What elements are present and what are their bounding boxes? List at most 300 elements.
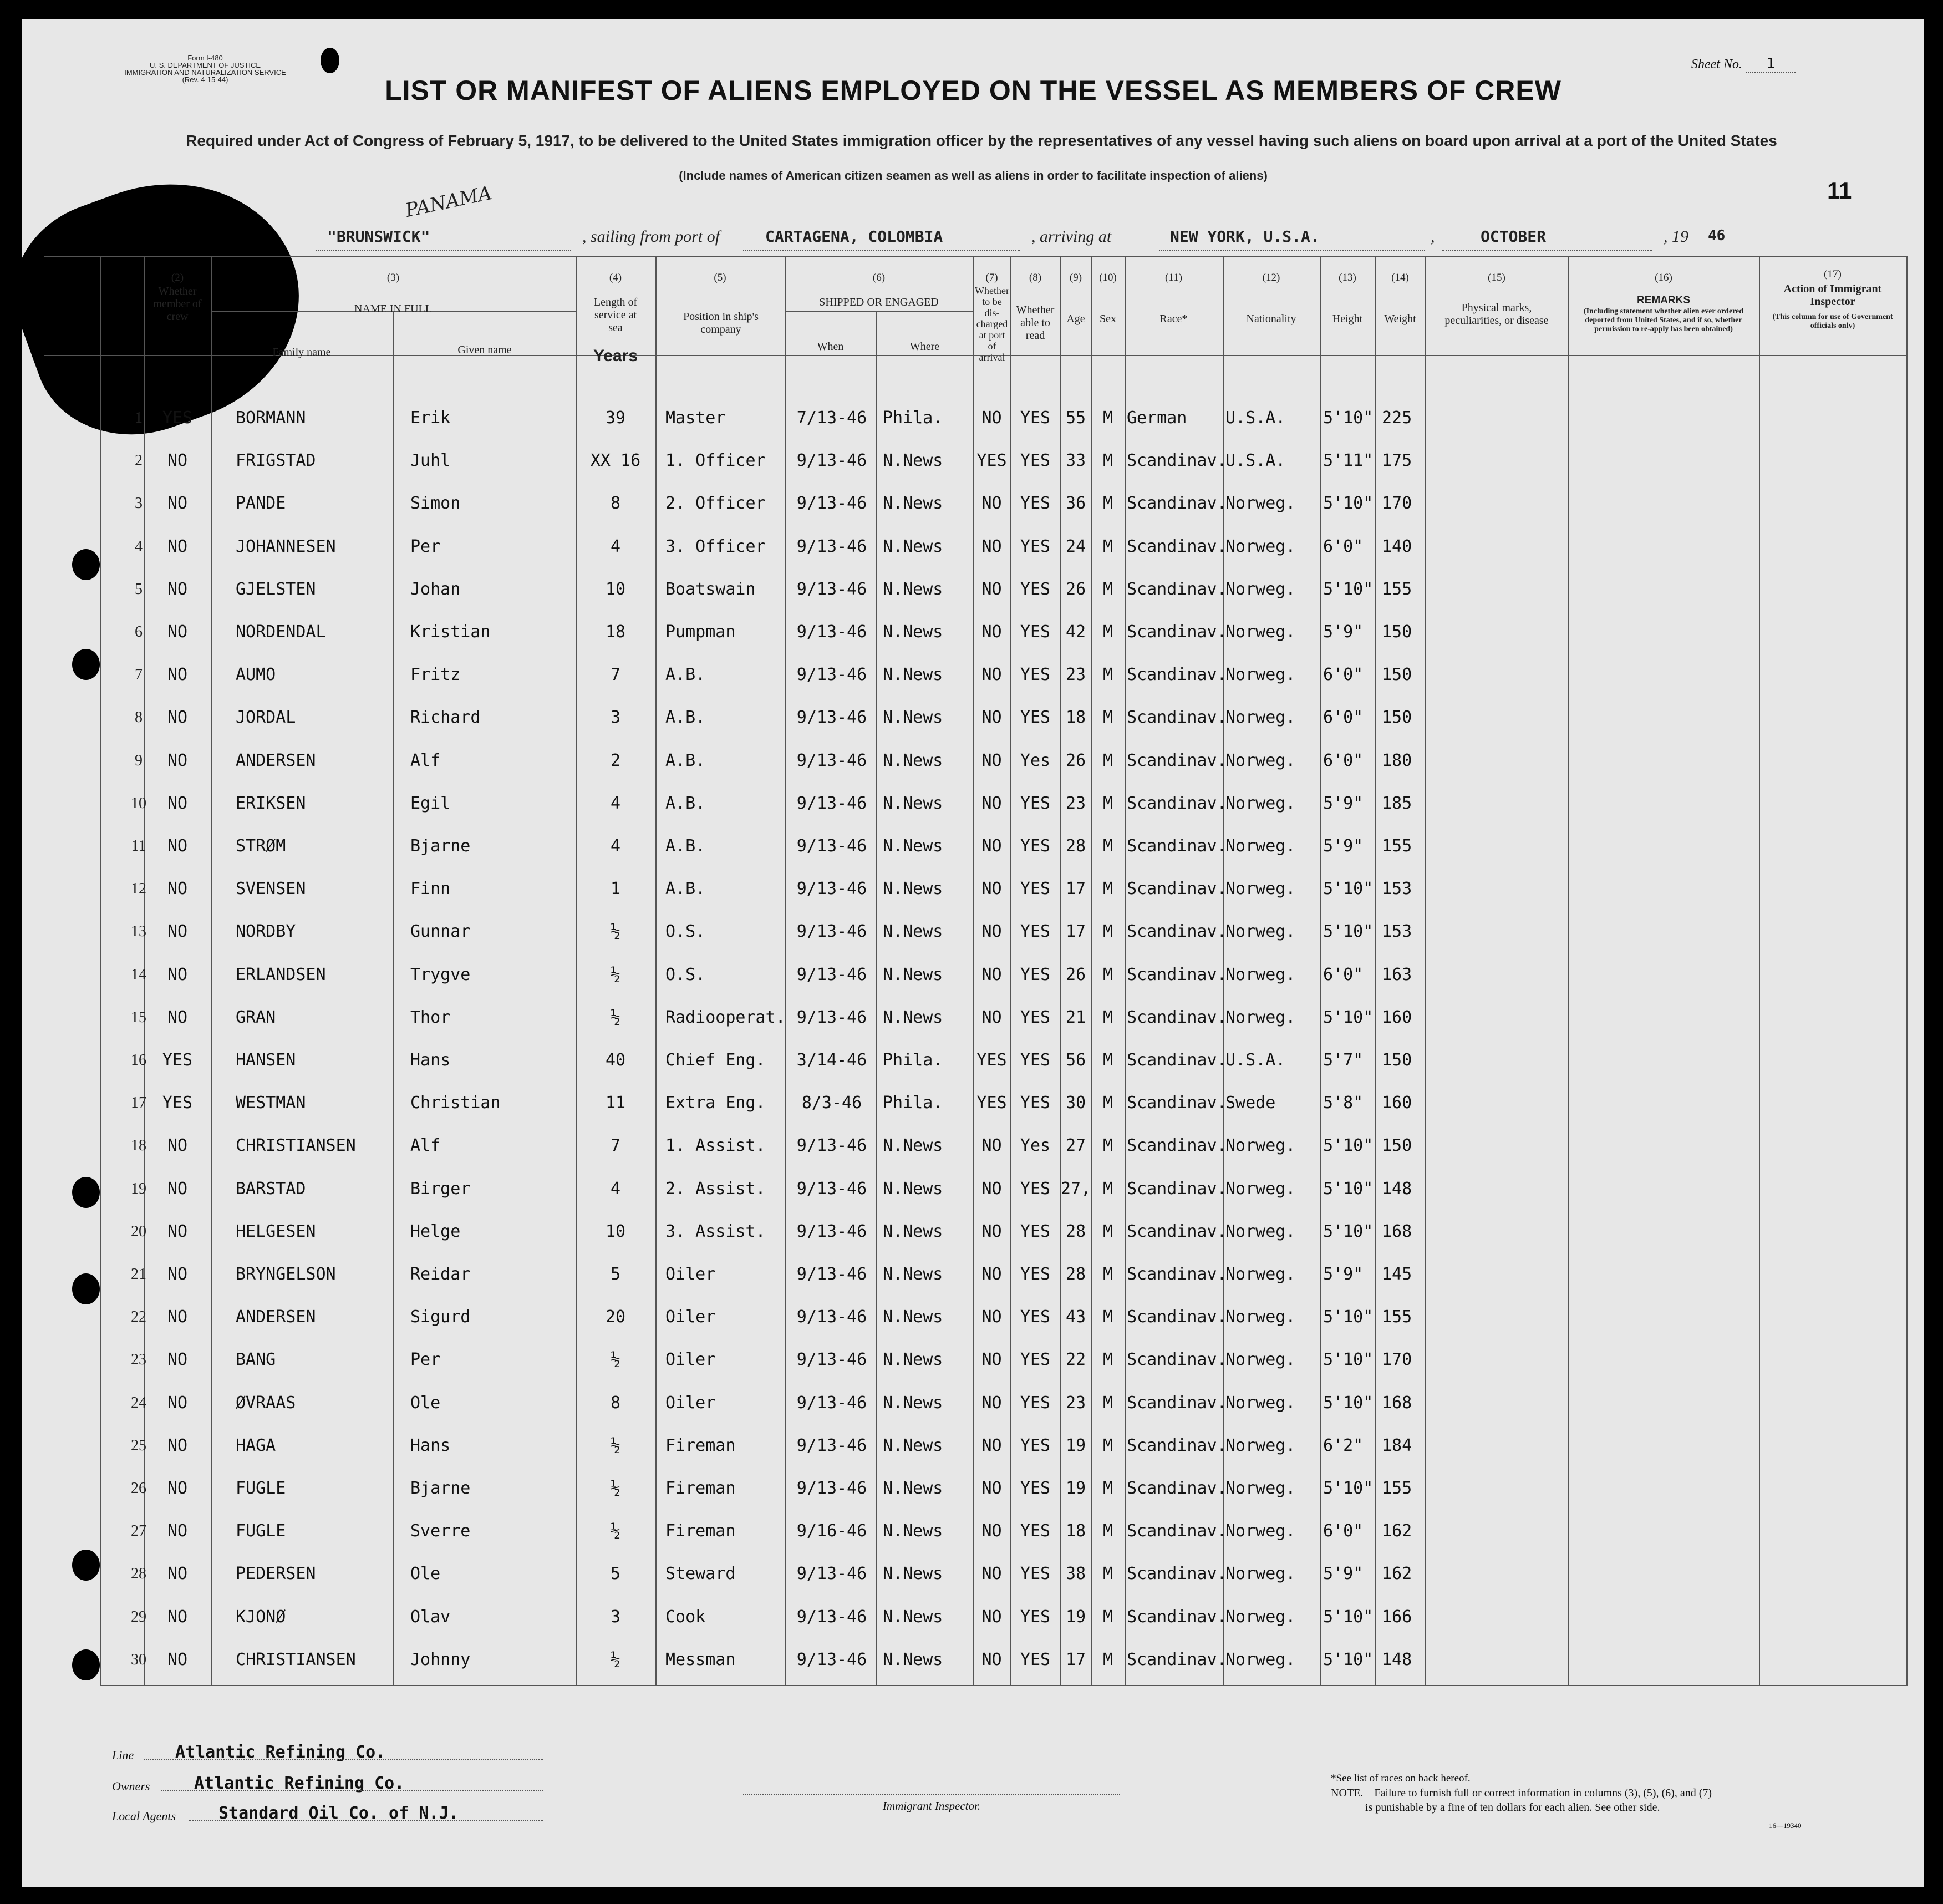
cell-member: NO <box>167 1265 188 1284</box>
cell-nationality: Norweg. <box>1225 494 1296 514</box>
col6-number: (6) <box>872 272 886 283</box>
agents-label: Local Agents <box>112 1809 176 1823</box>
cell-where: N.News <box>883 536 943 556</box>
cell-position: Oiler <box>665 1393 716 1413</box>
cell-weight: 155 <box>1382 836 1412 856</box>
cell-given: Trygve <box>410 964 471 984</box>
cell-age: 17 <box>1065 922 1086 942</box>
cell-weight: 150 <box>1382 665 1412 685</box>
cell-race: Scandinav. <box>1127 1479 1227 1498</box>
cell-member: NO <box>167 622 188 642</box>
cell-position: 1. Officer <box>665 451 766 471</box>
cell-discharged: NO <box>981 1564 1002 1584</box>
cell-sex: M <box>1102 1649 1113 1669</box>
cell-nationality: Norweg. <box>1225 1136 1296 1156</box>
table-row <box>22 964 1924 1007</box>
cell-read: YES <box>1020 879 1051 899</box>
cell-member: YES <box>162 1093 193 1113</box>
vessel-line <box>155 227 1819 252</box>
cell-where: N.News <box>883 1007 943 1027</box>
cell-member: NO <box>167 1007 188 1027</box>
col14-header: Weight <box>1384 313 1416 325</box>
cell-position: Fireman <box>665 1521 736 1541</box>
cell-given: Alf <box>410 1136 441 1156</box>
cell-race: Scandinav. <box>1127 1649 1227 1669</box>
cell-nationality: Norweg. <box>1225 1007 1296 1027</box>
cell-discharged: NO <box>981 536 1002 556</box>
cell-where: N.News <box>883 1435 943 1455</box>
cell-given: Bjarne <box>410 1479 471 1498</box>
cell-family: CHRISTIANSEN <box>236 1649 356 1669</box>
cell-where: N.News <box>883 964 943 984</box>
cell-weight: 166 <box>1382 1607 1412 1627</box>
cell-read: YES <box>1020 1307 1051 1327</box>
col3-family-header: Family name <box>272 346 331 358</box>
cell-read: YES <box>1020 1179 1051 1199</box>
row-number: 14 <box>131 966 146 983</box>
cell-member: NO <box>167 494 188 514</box>
cell-where: N.News <box>883 1307 943 1327</box>
subheader-rule <box>785 311 973 312</box>
sailing-label: , sailing from port of <box>582 227 720 246</box>
cell-years: 39 <box>605 408 626 428</box>
cell-sex: M <box>1102 1265 1113 1284</box>
cell-nationality: U.S.A. <box>1225 451 1286 471</box>
cell-member: NO <box>167 451 188 471</box>
cell-position: 3. Assist. <box>665 1221 766 1241</box>
cell-given: Ole <box>410 1393 441 1413</box>
cell-position: 3. Officer <box>665 536 766 556</box>
cell-weight: 155 <box>1382 1479 1412 1498</box>
cell-nationality: U.S.A. <box>1225 408 1286 428</box>
cell-nationality: Norweg. <box>1225 536 1296 556</box>
owners-label: Owners <box>112 1779 150 1793</box>
cell-when: 9/13-46 <box>796 708 867 728</box>
table-row <box>22 707 1924 749</box>
cell-sex: M <box>1102 1350 1113 1370</box>
table-row <box>22 750 1924 793</box>
cell-years: 8 <box>610 494 621 514</box>
col9-number: (9) <box>1069 272 1082 283</box>
cell-where: N.News <box>883 494 943 514</box>
row-number: 5 <box>135 580 143 598</box>
cell-read: YES <box>1020 836 1051 856</box>
cell-discharged: NO <box>981 793 1002 813</box>
row-number: 21 <box>131 1266 146 1283</box>
table-row <box>22 1049 1924 1092</box>
cell-discharged: NO <box>981 579 1002 599</box>
cell-years: 1 <box>610 879 621 899</box>
cell-family: FUGLE <box>236 1479 286 1498</box>
cell-read: YES <box>1020 1479 1051 1498</box>
cell-member: NO <box>167 964 188 984</box>
cell-family: BRYNGELSON <box>236 1265 336 1284</box>
cell-family: HANSEN <box>236 1050 296 1070</box>
col11-header: Race* <box>1159 313 1188 325</box>
table-row <box>22 1178 1924 1221</box>
col7-header: Whether to be dis- charged at port of arrival <box>975 285 1009 363</box>
table-row <box>22 1435 1924 1477</box>
cell-discharged: NO <box>981 1307 1002 1327</box>
subtitle-note: (Include names of American citizen seamen as well as aliens in order to facilitate inspection of aliens) <box>679 169 1268 182</box>
cell-position: Oiler <box>665 1307 716 1327</box>
cell-given: Bjarne <box>410 836 471 856</box>
cell-height: 5'10" <box>1323 1649 1374 1669</box>
cell-when: 7/13-46 <box>796 408 867 428</box>
cell-read: YES <box>1020 1435 1051 1455</box>
cell-member: NO <box>167 1350 188 1370</box>
cell-height: 5'7" <box>1323 1050 1364 1070</box>
cell-race: Scandinav. <box>1127 1265 1227 1284</box>
cell-discharged: NO <box>981 1221 1002 1241</box>
cell-member: NO <box>167 1649 188 1669</box>
cell-nationality: Norweg. <box>1225 1265 1296 1284</box>
col13-header: Height <box>1332 313 1363 325</box>
cell-where: N.News <box>883 1479 943 1498</box>
line-underline <box>144 1759 543 1760</box>
row-number: 20 <box>131 1222 146 1240</box>
row-number: 12 <box>131 880 146 898</box>
cell-height: 5'9" <box>1323 836 1364 856</box>
cell-when: 9/13-46 <box>796 451 867 471</box>
races-note: *See list of races on back hereof. <box>1331 1773 1471 1784</box>
cell-nationality: Norweg. <box>1225 1350 1296 1370</box>
cell-position: O.S. <box>665 964 706 984</box>
cell-member: NO <box>167 1136 188 1156</box>
cell-position: 2. Assist. <box>665 1179 766 1199</box>
cell-where: N.News <box>883 1221 943 1241</box>
cell-height: 6'0" <box>1323 536 1364 556</box>
cell-age: 18 <box>1065 1521 1086 1541</box>
cell-sex: M <box>1102 1393 1113 1413</box>
cell-position: Cook <box>665 1607 706 1627</box>
cell-age: 36 <box>1065 494 1086 514</box>
cell-years: 40 <box>605 1050 626 1070</box>
cell-height: 5'8" <box>1323 1093 1364 1113</box>
cell-where: N.News <box>883 750 943 770</box>
cell-sex: M <box>1102 964 1113 984</box>
table-row <box>22 1007 1924 1049</box>
cell-position: 2. Officer <box>665 494 766 514</box>
cell-age: 19 <box>1065 1479 1086 1498</box>
cell-family: GRAN <box>236 1007 276 1027</box>
cell-given: Fritz <box>410 665 461 685</box>
cell-sex: M <box>1102 922 1113 942</box>
cell-nationality: Norweg. <box>1225 879 1296 899</box>
cell-position: Master <box>665 408 726 428</box>
cell-read: YES <box>1020 408 1051 428</box>
cell-sex: M <box>1102 622 1113 642</box>
cell-height: 5'10" <box>1323 408 1374 428</box>
cell-years: 4 <box>610 793 621 813</box>
cell-height: 5'10" <box>1323 494 1374 514</box>
row-number: 1 <box>135 409 143 427</box>
cell-race: Scandinav. <box>1127 494 1227 514</box>
col16-header: REMARKS <box>1636 295 1691 306</box>
cell-nationality: Norweg. <box>1225 922 1296 942</box>
col6-when-header: When <box>817 341 844 353</box>
row-number: 6 <box>135 623 143 641</box>
cell-given: Richard <box>410 708 481 728</box>
cell-member: NO <box>167 1564 188 1584</box>
cell-given: Birger <box>410 1179 471 1199</box>
cell-read: YES <box>1020 922 1051 942</box>
cell-member: NO <box>167 1479 188 1498</box>
cell-position: A.B. <box>665 750 706 770</box>
cell-given: Finn <box>410 879 451 899</box>
cell-years: 18 <box>605 622 626 642</box>
col5-number: (5) <box>714 272 726 283</box>
table-row <box>22 921 1924 963</box>
cell-position: O.S. <box>665 922 706 942</box>
cell-years: ½ <box>610 1007 621 1027</box>
cell-read: YES <box>1020 494 1051 514</box>
cell-where: N.News <box>883 1350 943 1370</box>
col4-number: (4) <box>609 272 622 283</box>
col5-header: Position in ship's company <box>683 311 759 336</box>
cell-member: NO <box>167 1607 188 1627</box>
row-number: 3 <box>135 495 143 512</box>
to-port: NEW YORK, U.S.A. <box>1170 227 1320 246</box>
cell-member: NO <box>167 1179 188 1199</box>
cell-discharged: NO <box>981 1479 1002 1498</box>
cell-nationality: U.S.A. <box>1225 1050 1286 1070</box>
cell-years: 2 <box>610 750 621 770</box>
cell-given: Alf <box>410 750 441 770</box>
cell-where: N.News <box>883 1393 943 1413</box>
cell-years: 7 <box>610 1136 621 1156</box>
cell-nationality: Swede <box>1225 1093 1276 1113</box>
punch-hole <box>72 1550 100 1581</box>
cell-weight: 155 <box>1382 579 1412 599</box>
cell-family: NORDENDAL <box>236 622 326 642</box>
cell-sex: M <box>1102 1479 1113 1498</box>
cell-where: N.News <box>883 836 943 856</box>
cell-height: 5'10" <box>1323 879 1374 899</box>
cell-family: ERIKSEN <box>236 793 306 813</box>
table-row <box>22 664 1924 707</box>
cell-when: 9/13-46 <box>796 1607 867 1627</box>
cell-discharged: YES <box>976 1050 1007 1070</box>
cell-position: Oiler <box>665 1350 716 1370</box>
cell-age: 26 <box>1065 750 1086 770</box>
row-number: 19 <box>131 1180 146 1197</box>
cell-family: JOHANNESEN <box>236 536 336 556</box>
cell-sex: M <box>1102 1136 1113 1156</box>
cell-given: Christian <box>410 1093 501 1113</box>
cell-read: YES <box>1020 1007 1051 1027</box>
cell-family: AUMO <box>236 665 276 685</box>
cell-weight: 170 <box>1382 1350 1412 1370</box>
cell-member: NO <box>167 922 188 942</box>
cell-years: 4 <box>610 836 621 856</box>
row-number: 22 <box>131 1308 146 1326</box>
cell-age: 55 <box>1065 408 1086 428</box>
cell-where: N.News <box>883 793 943 813</box>
cell-years: ½ <box>610 1350 621 1370</box>
cell-race: German <box>1127 408 1187 428</box>
revision-date: (Rev. 4-15-44) <box>182 75 228 84</box>
cell-position: Chief Eng. <box>665 1050 766 1070</box>
cell-race: Scandinav. <box>1127 579 1227 599</box>
cell-age: 26 <box>1065 964 1086 984</box>
cell-race: Scandinav. <box>1127 1435 1227 1455</box>
table-row <box>22 621 1924 664</box>
table-row <box>22 407 1924 450</box>
penalty-note-continued: is punishable by a fine of ten dollars for each alien. See other side. <box>1365 1801 1660 1814</box>
cell-race: Scandinav. <box>1127 1393 1227 1413</box>
page-title: LIST OR MANIFEST OF ALIENS EMPLOYED ON THE VESSEL AS MEMBERS OF CREW <box>385 75 1561 106</box>
cell-read: YES <box>1020 1050 1051 1070</box>
cell-position: A.B. <box>665 793 706 813</box>
cell-race: Scandinav. <box>1127 836 1227 856</box>
cell-discharged: NO <box>981 1435 1002 1455</box>
cell-position: Messman <box>665 1649 736 1669</box>
cell-member: NO <box>167 836 188 856</box>
cell-age: 28 <box>1065 1221 1086 1241</box>
cell-member: YES <box>162 408 193 428</box>
cell-age: 22 <box>1065 1350 1086 1370</box>
cell-read: YES <box>1020 1393 1051 1413</box>
row-number: 24 <box>131 1394 146 1412</box>
row-number: 16 <box>131 1052 146 1069</box>
cell-height: 5'10" <box>1323 1350 1374 1370</box>
col15-header: Physical marks, peculiarities, or disease <box>1444 302 1549 327</box>
col17-header: Action of Immigrant Inspector <box>1783 283 1882 308</box>
col2-header: Whether member of crew <box>153 285 202 323</box>
cell-member: NO <box>167 1393 188 1413</box>
cell-position: A.B. <box>665 836 706 856</box>
cell-weight: 175 <box>1382 451 1412 471</box>
cell-given: Hans <box>410 1050 451 1070</box>
cell-when: 9/13-46 <box>796 1007 867 1027</box>
cell-sex: M <box>1102 1307 1113 1327</box>
table-row <box>22 1520 1924 1563</box>
cell-sex: M <box>1102 451 1113 471</box>
cell-family: BANG <box>236 1350 276 1370</box>
cell-position: A.B. <box>665 665 706 685</box>
cell-race: Scandinav. <box>1127 1093 1227 1113</box>
cell-family: STRØM <box>236 836 286 856</box>
cell-where: N.News <box>883 922 943 942</box>
cell-weight: 168 <box>1382 1393 1412 1413</box>
cell-weight: 180 <box>1382 750 1412 770</box>
cell-height: 5'9" <box>1323 1265 1364 1284</box>
cell-height: 6'0" <box>1323 964 1364 984</box>
cell-nationality: Norweg. <box>1225 1435 1296 1455</box>
table-row <box>22 450 1924 492</box>
cell-nationality: Norweg. <box>1225 1221 1296 1241</box>
cell-age: 19 <box>1065 1435 1086 1455</box>
col17-number: (17) <box>1824 268 1842 280</box>
cell-discharged: NO <box>981 1649 1002 1669</box>
cell-read: YES <box>1020 536 1051 556</box>
cell-race: Scandinav. <box>1127 1179 1227 1199</box>
cell-race: Scandinav. <box>1127 708 1227 728</box>
cell-where: N.News <box>883 1136 943 1156</box>
cell-discharged: YES <box>976 1093 1007 1113</box>
cell-given: Reidar <box>410 1265 471 1284</box>
col9-header: Age <box>1066 313 1085 325</box>
arrival-year: 46 <box>1708 227 1726 244</box>
cell-weight: 185 <box>1382 793 1412 813</box>
cell-race: Scandinav. <box>1127 1050 1227 1070</box>
col3-number: (3) <box>386 272 400 283</box>
cell-where: N.News <box>883 665 943 685</box>
cell-member: NO <box>167 879 188 899</box>
col6-header: SHIPPED OR ENGAGED <box>819 296 939 308</box>
cell-years: ½ <box>610 922 621 942</box>
punch-mark <box>321 48 339 73</box>
cell-given: Johnny <box>410 1649 471 1669</box>
cell-read: Yes <box>1020 750 1051 770</box>
cell-where: N.News <box>883 879 943 899</box>
cell-given: Helge <box>410 1221 461 1241</box>
punch-hole <box>72 649 100 680</box>
punch-hole <box>72 549 100 580</box>
cell-height: 5'10" <box>1323 1179 1374 1199</box>
col10-header: Sex <box>1100 313 1116 325</box>
cell-when: 9/13-46 <box>796 922 867 942</box>
vessel-name: "BRUNSWICK" <box>327 227 430 246</box>
cell-family: ANDERSEN <box>236 1307 316 1327</box>
cell-weight: 162 <box>1382 1521 1412 1541</box>
cell-family: FRIGSTAD <box>236 451 316 471</box>
cell-read: YES <box>1020 622 1051 642</box>
month-underline <box>1442 250 1652 251</box>
cell-given: Per <box>410 536 441 556</box>
cell-when: 9/13-46 <box>796 1265 867 1284</box>
cell-height: 5'10" <box>1323 1221 1374 1241</box>
cell-weight: 160 <box>1382 1007 1412 1027</box>
row-number: 9 <box>135 752 143 769</box>
row-number: 17 <box>131 1094 146 1112</box>
cell-race: Scandinav. <box>1127 1221 1227 1241</box>
cell-years: ½ <box>610 1435 621 1455</box>
cell-height: 5'9" <box>1323 793 1364 813</box>
cell-age: 28 <box>1065 836 1086 856</box>
cell-sex: M <box>1102 1179 1113 1199</box>
col8-header: Whether able to read <box>1016 304 1055 342</box>
cell-family: PANDE <box>236 494 286 514</box>
agents-underline <box>189 1820 543 1821</box>
line-label: Line <box>112 1748 134 1762</box>
sheet-number: 1 <box>1746 55 1796 73</box>
cell-where: N.News <box>883 1607 943 1627</box>
cell-nationality: Norweg. <box>1225 708 1296 728</box>
cell-family: SVENSEN <box>236 879 306 899</box>
table-row <box>22 1092 1924 1135</box>
cell-read: YES <box>1020 665 1051 685</box>
cell-age: 27, <box>1060 1179 1091 1199</box>
cell-discharged: NO <box>981 1350 1002 1370</box>
cell-where: N.News <box>883 579 943 599</box>
cell-where: N.News <box>883 622 943 642</box>
cell-given: Juhl <box>410 451 451 471</box>
cell-years: 5 <box>610 1265 621 1284</box>
cell-member: NO <box>167 665 188 685</box>
cell-years: 8 <box>610 1393 621 1413</box>
table-row <box>22 1392 1924 1435</box>
cell-sex: M <box>1102 665 1113 685</box>
cell-given: Hans <box>410 1435 451 1455</box>
cell-age: 18 <box>1065 708 1086 728</box>
cell-discharged: NO <box>981 750 1002 770</box>
cell-age: 43 <box>1065 1307 1086 1327</box>
row-number: 2 <box>135 452 143 470</box>
cell-years: 5 <box>610 1564 621 1584</box>
to-port-underline <box>1159 250 1425 251</box>
